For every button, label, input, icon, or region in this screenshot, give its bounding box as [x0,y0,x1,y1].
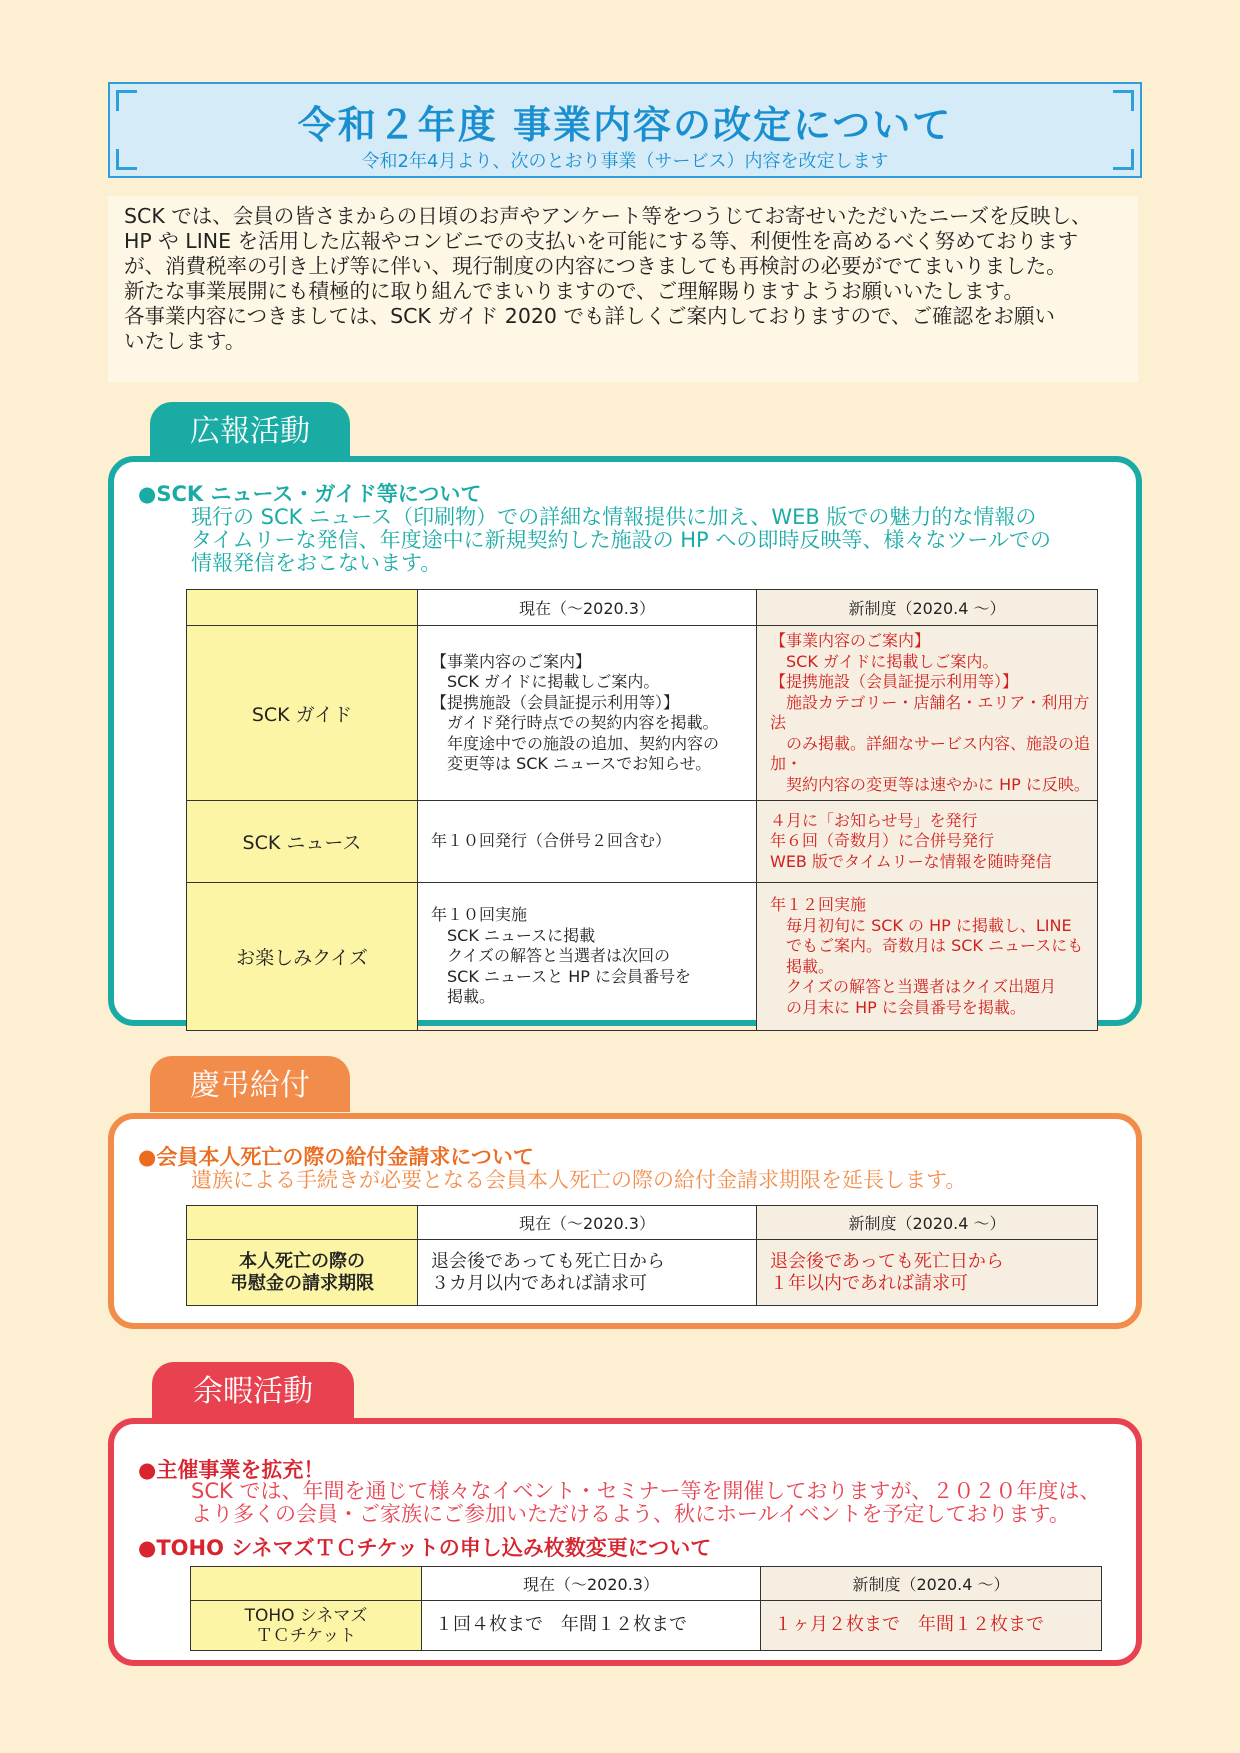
column-header-new: 新制度（2020.4 ～） [757,590,1098,626]
table-row [187,801,1098,883]
section-panel-koho [108,456,1142,1026]
cell-line: 年１０回実施 [431,905,528,925]
title-banner [108,82,1142,178]
row-label: お楽しみクイズ [187,883,418,1031]
table-row [187,1240,1098,1306]
new-cell [761,1601,1102,1651]
row-label [191,1601,422,1651]
cell-line: 【事業内容のご案内】 [431,651,592,671]
cell-line: 年１２回実施 [770,895,867,914]
description-line: 情報発信をおこないます。 [191,551,442,575]
intro-line: 新たな事業展開にも積極的に取り組んでまいりますので、ご理解賜りますようお願いいたします。 [124,279,1024,303]
comparison-table [190,1566,1102,1651]
row-label-line: TOHO シネマズ [244,1605,368,1626]
cell-line: 掲載。 [431,987,496,1007]
cell-line: の月末に HP に会員番号を掲載。 [770,997,1026,1017]
column-header-current: 現在（～2020.3） [422,1567,761,1601]
cell-line: クイズの解答と当選者はクイズ出題月 [770,977,1057,996]
new-cell [757,801,1098,883]
section-panel-keicho [108,1113,1142,1329]
row-label: SCK ガイド [187,626,418,801]
cell-line: 【事業内容のご案内】 [770,631,931,650]
column-header-current: 現在（～2020.3） [418,590,757,626]
intro-line: HP や LINE を活用した広報やコンビニでの支払いを可能にする等、利便性を高めるべく努めております [124,229,1079,253]
table-header-row [187,590,1098,626]
comparison-table [186,589,1098,1031]
cell-line: 掲載。 [770,956,835,976]
intro-line: が、消費税率の引き上げ等に伴い、現行制度の内容につきましても再検討の必要がでてまいりました。 [124,254,1067,278]
column-header-new: 新制度（2020.4 ～） [757,1206,1098,1240]
cell-line: WEB 版でタイムリーな情報を随時発信 [770,851,1052,871]
cell-line: SCK ガイドに掲載しご案内。 [431,672,660,691]
table-header-row [187,1206,1098,1240]
section-tab-koho: 広報活動 [150,402,350,458]
new-cell [757,626,1098,801]
cell-line: SCK ニュースと HP に会員番号を [431,966,691,986]
current-cell [418,626,757,801]
section-description [191,506,1051,575]
cell-line: ガイド発行時点での契約内容を掲載。 [431,713,719,732]
cell-line: 契約内容の変更等は速やかに HP に反映。 [770,774,1090,794]
cell-line: １ヶ月２枚まで 年間１２枚まで [774,1614,1044,1636]
section-description: 遺族による手続きが必要となる会員本人死亡の際の給付金請求期限を延長します。 [191,1168,967,1192]
cell-line: 退会後であっても死亡日から [431,1250,665,1272]
cell-line: 年１０回発行（合併号２回含む） [431,831,672,851]
description-line: タイムリーな発信、年度途中に新規契約した施設の HP への即時反映等、様々なツールでの [191,528,1051,552]
cell-line: ３カ月以内であれば請求可 [431,1272,647,1294]
cell-line: ４月に「お知らせ号」を発行 [770,810,978,830]
cell-line: クイズの解答と当選者は次回の [431,946,671,966]
current-cell [422,1601,761,1651]
column-header-new: 新制度（2020.4 ～） [761,1567,1102,1601]
description-line: 現行の SCK ニュース（印刷物）での詳細な情報提供に加え、WEB 版での魅力的な情報の [191,505,1037,529]
table-row [187,626,1098,801]
section-description [191,1480,1100,1526]
row-label-line: ＴＣチケット [255,1625,357,1646]
table-corner-cell [191,1567,422,1601]
row-label-line: 本人死亡の際の [239,1250,365,1272]
column-header-current: 現在（～2020.3） [418,1206,757,1240]
cell-line: 【提携施設（会員証提示利用等）】 [770,672,1019,691]
section-heading: ●TOHO シネマズＴＣチケットの申し込み枚数変更について [138,1536,712,1560]
table-row [191,1601,1102,1651]
current-cell [418,801,757,883]
intro-line: SCK では、会員の皆さまからの日頃のお声やアンケート等をつうじてお寄せいただいたニーズを反映し、 [124,204,1092,228]
cell-line: 年度途中での施設の追加、契約内容の [431,733,720,753]
section-heading: ●会員本人死亡の際の給付金請求について [138,1145,534,1169]
section-heading: ●SCK ニュース・ガイド等について [138,482,482,506]
cell-line: 施設カテゴリー・店舗名・エリア・利用方法 [770,692,1090,732]
intro-line: いたします。 [124,329,246,353]
cell-line: 変更等は SCK ニュースでお知らせ。 [431,754,712,773]
cell-line: SCK ガイドに掲載しご案内。 [770,651,999,671]
page-subtitle: 令和2年4月より、次のとおり事業（サービス）内容を改定します [361,151,889,172]
section-panel-yoka [108,1418,1142,1666]
cell-line: 毎月初旬に SCK の HP に掲載し、LINE [770,915,1072,935]
section-tab-keicho: 慶弔給付 [150,1056,350,1112]
current-cell [418,1240,757,1306]
intro-text [108,196,1138,382]
current-cell [418,883,757,1031]
table-header-row [191,1567,1102,1601]
cell-line: １年以内であれば請求可 [770,1272,968,1294]
cell-line: １回４枚まで 年間１２枚まで [435,1614,687,1636]
section-tab-yoka: 余暇活動 [152,1362,354,1418]
cell-line: 退会後であっても死亡日から [770,1250,1004,1272]
description-line: SCK では、年間を通じて様々なイベント・セミナー等を開催しておりますが、２０２０年度は、 [191,1479,1101,1503]
table-corner-cell [187,590,418,626]
cell-line: 年６回（奇数月）に合併号発行 [770,831,995,851]
intro-line: 各事業内容につきましては、SCK ガイド 2020 でも詳しくご案内しておりますので、ご確認をお願い [124,304,1056,328]
page-title: 令和２年度 事業内容の改定について [297,103,953,147]
table-row [187,883,1098,1031]
cell-line: のみ掲載。詳細なサービス内容、施設の追加・ [770,733,1091,773]
row-label: SCK ニュース [187,801,418,883]
row-label-line: 弔慰金の請求期限 [230,1272,374,1294]
new-cell [757,1240,1098,1306]
comparison-table [186,1205,1098,1306]
description-line: より多くの会員・ご家族にご参加いただけるよう、秋にホールイベントを予定しております。 [191,1502,1070,1526]
new-cell [757,883,1098,1031]
cell-line: SCK ニュースに掲載 [431,925,596,945]
table-corner-cell [187,1206,418,1240]
section-heading: ●主催事業を拡充！ [138,1458,325,1482]
row-label [187,1240,418,1306]
cell-line: 【提携施設（会員証提示利用等）】 [431,692,680,712]
cell-line: でもご案内。奇数月は SCK ニュースにも [770,936,1084,955]
